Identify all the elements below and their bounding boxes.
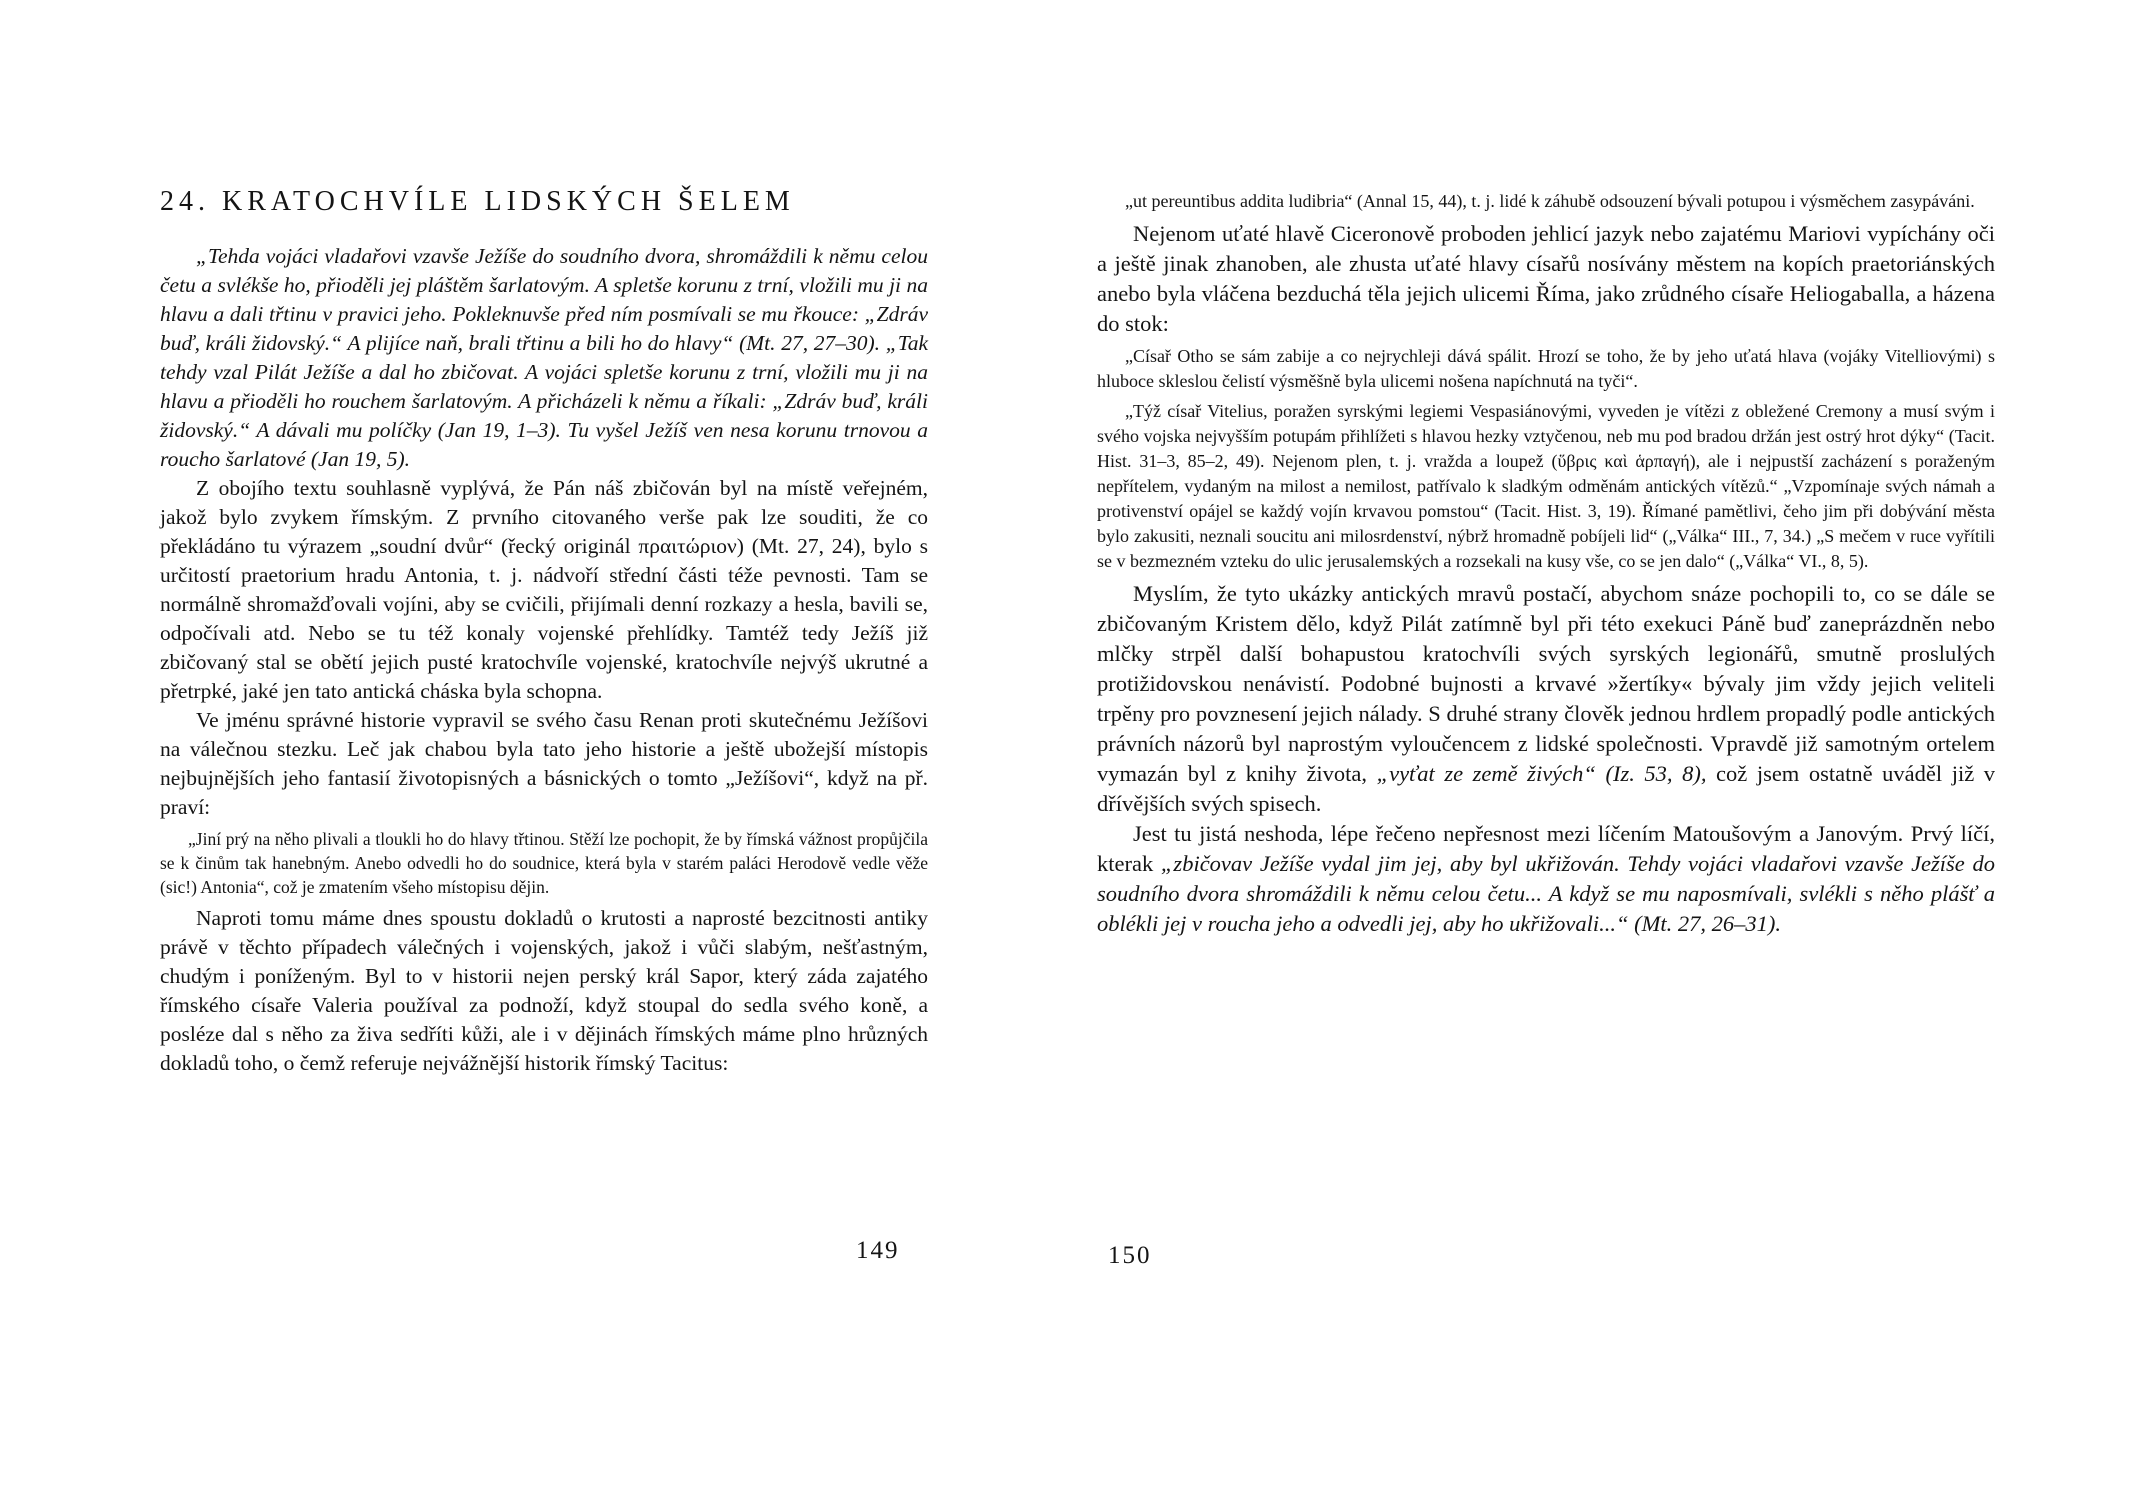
small-quote-paragraph-2: „Týž císař Vitelius, poražen syrskými legiemi Vespasiánovými, vyveden je vítězi z obležené Cremony a musí svým i svého vojska nejvyšším potupám přihlížeti s hlavou hezky vztyčenou, neb mu pod bradou držán jest ostrý hrot dýky“ (Tacit. Hist. 31–3, 85–2, 49). Nejenom plen, t. j. vražda a loupež (ὕβρις καὶ ἁρπαγή), ale i nejpustší zacházení s poraženým nepřítelem, vydaným na milost a nemilost, patřívalo k sladkým odměnám antických vítězů.“ „Vzpomínaje svých námah a protivenství opájel se každý vojín krvavou pomstou“ (Tacit. Hist. 3, 19). Římané pamětlivi, čeho jim při dobývání města bylo zakusiti, neznali soucitu ani milosrdenství, nýbrž hromadně pobíjeli lid“ („Válka“ III., 7, 34.) „S mečem v ruce vyřítili se v bezmezném vzteku do ulic jerusalemských a rozsekali na kusy vše, co se jen dalo“ („Válka“ VI., 8, 5). [1097,401,1995,571]
body-paragraph-3-text-start: Jest tu jistá neshoda, lépe řečeno nepřesnost mezi líčením Matoušovým a Janovým. Prvý líčí, kterak [1097,821,1995,876]
body-paragraph-1: Nejenom uťaté hlavě Ciceronově proboden jehlicí jazyk nebo zajatému Mariovi vypíchány oči a ještě jinak zhanoben, ale zhusta uťaté hlavy císařů nosívány městem na kopích praetoriánských anebo byla vláčena bezduchá těla jejich ulicemi Říma, jako zrůdného císaře Heliogaballa, a házena do stok: [1097,221,1995,336]
page-number-right: 150 [1108,1242,1152,1269]
chapter-title: 24. KRATOCHVÍLE LIDSKÝCH ŠELEM [160,186,795,217]
page-number-left: 149 [856,1237,900,1264]
body-paragraph-3: Naproti tomu máme dnes spoustu dokladů o krutosti a naprosté bezcitnosti antiky právě v těchto případech válečných i vojenských, jakož i vůči slabým, nešťastným, chudým i poníženým. Byl to v historii nejen perský král Sapor, který záda zajatého římského císaře Valeria používal za podnoží, když stoupal do sedla svého koně, a posléze dal s něho za živa sedříti kůži, ale i v dějinách římských máme plno hrůzných dokladů toho, o čemž referuje nejvážnější historik římský Tacitus: [160,906,928,1075]
body-paragraph-2-italic-quote: „vyťat ze země živých“ (Iz. 53, 8), [1376,761,1707,786]
body-paragraph-3 [1097,819,1995,939]
body-paragraph-2-text-end: což jsem ostatně uváděl již v dřívějších svých spisech. [1097,761,1995,816]
small-quote-paragraph-1: „Císař Otho se sám zabije a co nejrychleji dává spálit. Hrozí se toho, že by jeho uťatá hlava (vojáky Vitelliovými) s hluboce skleslou čelistí výsměšně byla ulicemi nošena napíchnutá na tyči“. [1097,346,1995,391]
body-paragraph-1: Z obojího textu souhlasně vyplývá, že Pán náš zbičován byl na místě veřejném, jakož bylo zvykem římským. Z prvního citovaného verše pak lze souditi, že co překládáno tu výrazem „soudní dvůr“ (řecký originál πραιτώριον) (Mt. 27, 24), bylo s určitostí praetorium hradu Antonia, t. j. nádvoří střední části téže pevnosti. Tam se normálně shromažďovali vojíni, aby se cvičili, přijímali denní rozkazy a hesla, bavili se, odpočívali atd. Nebo se tu též konaly vojenské přehlídky. Tamtéž tedy Ježíš již zbičovaný stal se obětí jejich pusté kratochvíle vojenské, kratochvíle nejvýš ukrutné a přetrpké, jaké jen tato antická cháska byla schopna. [160,476,928,703]
body-paragraph-2-text-start: Myslím, že tyto ukázky antických mravů postačí, abychom snáze pochopili to, co se dále se zbičovaným Kristem dělo, když Pilát zatímně byl při této exekuci Páně buď zaneprázdněn nebo mlčky strpěl další bohapustou kratochvíli svých syrských legionářů, smutně proslulých protižidovskou nenávistí. Podobné bujnosti a krvavé »žertíky« bývaly jim vždy jejich veliteli trpěny pro povznesení jejich nálady. S druhé strany člověk jednou hrdlem propadlý podle antických právních názorů byl naprostým vyloučencem z lidské společnosti. Vpravdě již samotným ortelem vymazán byl z knihy života, [1097,581,1995,786]
page-right [1097,184,1995,939]
page-left [160,186,928,1078]
small-intro-paragraph: „ut pereuntibus addita ludibria“ (Annal 15, 44), t. j. lidé k záhubě odsouzení bývali potupou i výsměchem zasypáváni. [1125,191,1975,211]
small-quote-paragraph: „Jiní prý na něho plivali a tloukli ho do hlavy třtinou. Stěží lze pochopit, že by římská vážnost propůjčila se k činům tak hanebným. Anebo odvedli ho do soudnice, která byla v starém paláci Herodově vedle věže (sic!) Antonia“, což je zmatením všeho místopisu dějin. [160,829,928,897]
body-paragraph-2 [1097,579,1995,819]
body-paragraph-3-italic-quote: „zbičovav Ježíše vydal jim jej, aby byl ukřižován. Tehdy vojáci vladařovi vzavše Ježíše do soudního dvora shromáždili k němu celou četu... A když se mu naposmívali, svlékli s něho plášť a oblékli jej v roucha jeho a odvedli jej, aby ho ukřižovali...“ (Mt. 27, 26–31). [1097,851,1996,936]
body-paragraph-2: Ve jménu správné historie vypravil se svého času Renan proti skutečnému Ježíšovi na válečnou stezku. Leč jak chabou byla tato jeho historie a ještě ubožejší místopis nejbujnějších jeho fantasií životopisných a básnických o tomto „Ježíšovi“, když na př. praví: [160,708,928,819]
scripture-quote-paragraph: „Tehda vojáci vladařovi vzavše Ježíše do soudního dvora, shromáždili k němu celou četu a svlékše ho, přioděli jej pláštěm šarlatovým. A spletše korunu z trní, vložili mu ji na hlavu a dali třtinu v pravici jeho. Pokleknuvše před ním posmívali se mu řkouce: „Zdráv buď, králi židovský.“ A plijíce naň, brali třtinu a bili ho do hlavy“ (Mt. 27, 27–30). „Tak tehdy vzal Pilát Ježíše a dal ho zbičovat. A vojáci spletše korunu z trní, vložili mu ji na hlavu a přioděli ho rouchem šarlatovým. A přicházeli k němu a říkali: „Zdráv buď, králi židovský.“ A dávali mu políčky (Jan 19, 1–3). Tu vyšel Ježíš ven nesa korunu trnovou a roucho šarlatové (Jan 19, 5). [160,244,928,471]
